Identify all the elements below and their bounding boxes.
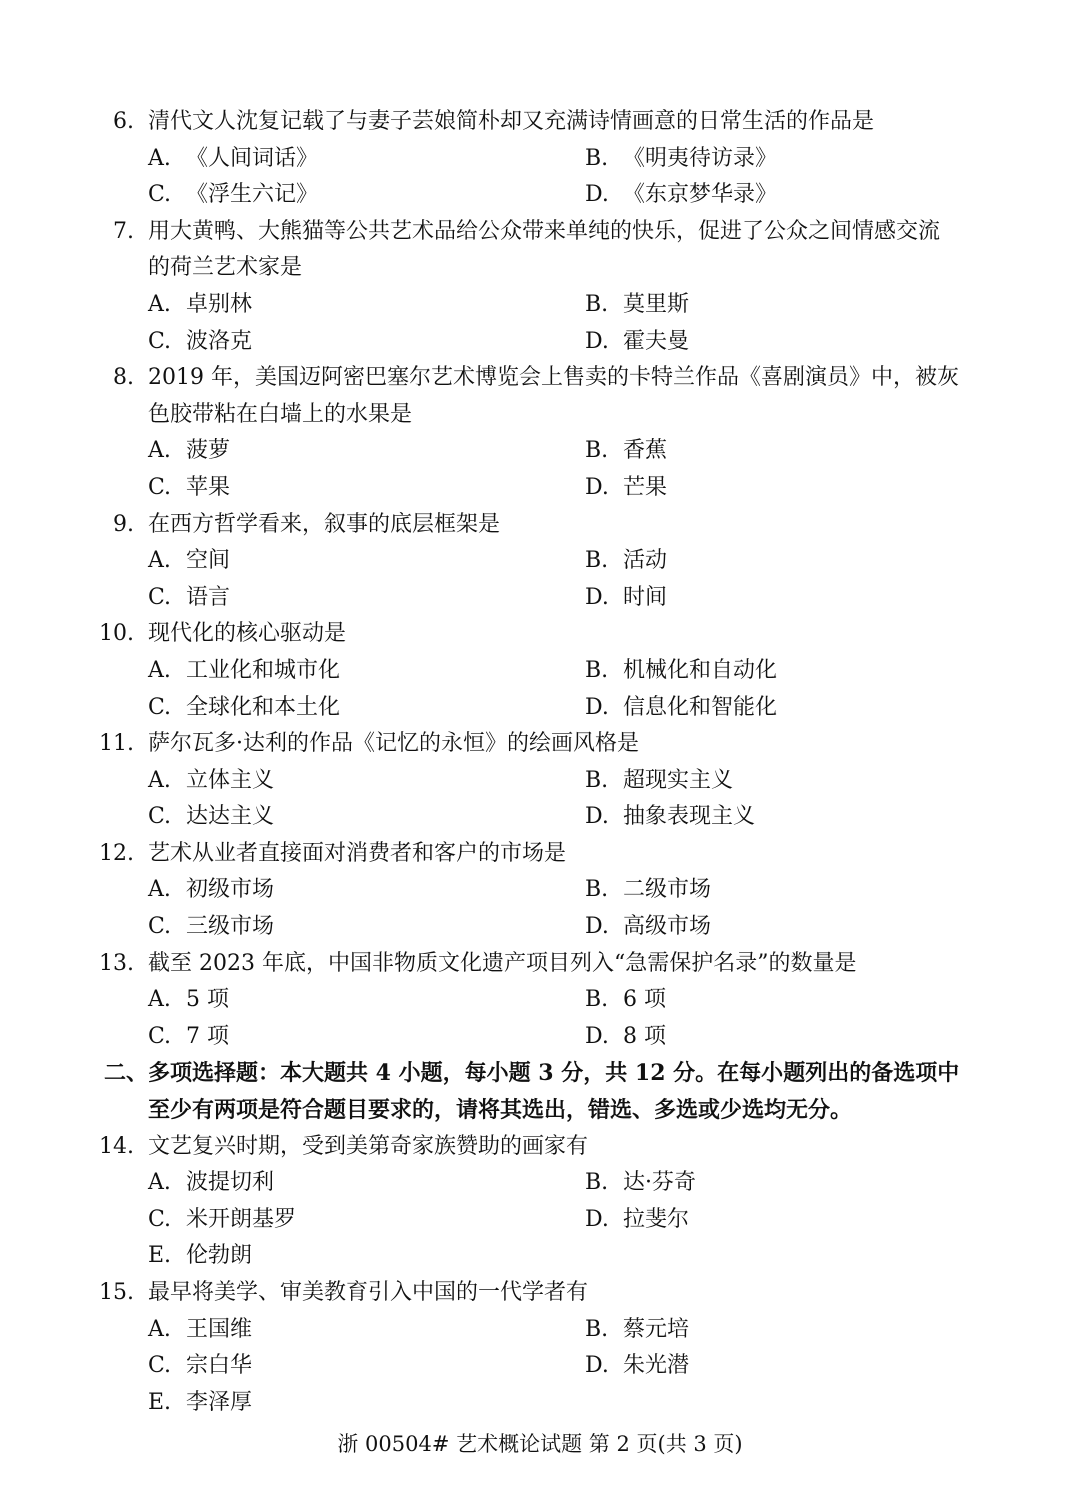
answer-option bbox=[585, 287, 689, 324]
question-line bbox=[0, 250, 1080, 287]
section-heading-continued: 至少有两项是符合题目要求的，请将其选出，错选、多选或少选均无分。 bbox=[148, 1097, 853, 1124]
option-text: 7 项 bbox=[186, 1023, 229, 1049]
question-number: 6. bbox=[113, 109, 134, 134]
answer-option bbox=[148, 470, 230, 507]
question-line bbox=[0, 397, 1080, 434]
option-letter: D. bbox=[585, 1023, 609, 1049]
question-item bbox=[0, 360, 1080, 506]
option-text: 《东京梦华录》 bbox=[623, 182, 778, 208]
question-text: 最早将美学、审美教育引入中国的一代学者有 bbox=[148, 1280, 589, 1305]
question-line bbox=[0, 616, 1080, 653]
answer-option bbox=[585, 1165, 696, 1202]
option-text: 活动 bbox=[623, 548, 668, 574]
option-text: 6 项 bbox=[623, 987, 666, 1013]
answer-option bbox=[148, 1165, 274, 1202]
question-item bbox=[0, 104, 1080, 214]
option-letter: A. bbox=[148, 291, 171, 317]
option-letter: D. bbox=[585, 584, 609, 610]
question-line bbox=[0, 946, 1080, 983]
options-row bbox=[0, 763, 1080, 800]
option-text: 立体主义 bbox=[186, 767, 275, 793]
option-letter: D. bbox=[585, 1206, 609, 1232]
answer-option bbox=[585, 580, 667, 617]
question-number: 14. bbox=[99, 1133, 134, 1159]
answer-option bbox=[585, 1202, 689, 1239]
question-item bbox=[0, 836, 1080, 946]
option-text: 卓别林 bbox=[186, 291, 253, 317]
option-text: 抽象表现主义 bbox=[623, 804, 756, 830]
option-text: 超现实主义 bbox=[623, 767, 734, 793]
option-letter: B. bbox=[585, 657, 609, 683]
question-text-continued: 的荷兰艺术家是 bbox=[148, 255, 303, 281]
option-letter: C. bbox=[148, 584, 172, 610]
answer-option bbox=[585, 872, 711, 909]
option-letter: B. bbox=[585, 1170, 609, 1196]
option-letter: C. bbox=[148, 1353, 172, 1379]
question-number: 8. bbox=[113, 365, 134, 391]
answer-option bbox=[148, 1312, 252, 1349]
answer-option bbox=[585, 763, 733, 800]
option-letter: C. bbox=[148, 328, 172, 354]
option-letter: B. bbox=[585, 987, 609, 1013]
option-letter: D. bbox=[585, 182, 609, 208]
question-number: 12. bbox=[99, 840, 134, 866]
options-row bbox=[0, 141, 1080, 178]
answer-option bbox=[148, 1385, 252, 1422]
page-footer: 浙 00504# 艺术概论试题 第 2 页(共 3 页) bbox=[337, 1432, 743, 1456]
answer-option bbox=[148, 141, 318, 178]
option-letter: C. bbox=[148, 804, 172, 830]
option-text: 米开朗基罗 bbox=[186, 1206, 297, 1232]
option-letter: A. bbox=[148, 1316, 171, 1342]
question-text-continued: 色胶带粘在白墙上的水果是 bbox=[148, 401, 413, 427]
options-row bbox=[0, 1385, 1080, 1422]
options-row bbox=[0, 1165, 1080, 1202]
option-text: 李泽厚 bbox=[186, 1389, 253, 1415]
answer-option bbox=[585, 324, 689, 361]
option-letter: C. bbox=[148, 914, 172, 940]
option-text: 莫里斯 bbox=[623, 291, 690, 317]
answer-option bbox=[148, 872, 274, 909]
options-row bbox=[0, 1312, 1080, 1349]
options-row bbox=[0, 799, 1080, 836]
option-text: 达·芬奇 bbox=[623, 1170, 696, 1196]
question-item bbox=[0, 1275, 1080, 1421]
option-letter: A. bbox=[148, 767, 171, 793]
option-letter: B. bbox=[585, 877, 609, 903]
question-text: 艺术从业者直接面对消费者和客户的市场是 bbox=[148, 840, 567, 866]
answer-option bbox=[148, 580, 230, 617]
option-letter: A. bbox=[148, 548, 171, 574]
option-text: 《明夷待访录》 bbox=[623, 145, 778, 171]
options-row bbox=[0, 982, 1080, 1019]
options-row bbox=[0, 543, 1080, 580]
option-text: 王国维 bbox=[186, 1316, 253, 1342]
option-letter: B. bbox=[585, 145, 609, 171]
options-row bbox=[0, 872, 1080, 909]
options-row bbox=[0, 177, 1080, 214]
option-text: 宗白华 bbox=[186, 1353, 253, 1379]
options-row bbox=[0, 580, 1080, 617]
answer-option bbox=[585, 1019, 666, 1056]
options-row bbox=[0, 909, 1080, 946]
option-text: 空间 bbox=[186, 548, 231, 574]
option-letter: A. bbox=[148, 438, 171, 464]
options-row bbox=[0, 433, 1080, 470]
answer-option bbox=[148, 543, 230, 580]
question-text: 文艺复兴时期，受到美第奇家族赞助的画家有 bbox=[148, 1133, 589, 1159]
question-line bbox=[0, 836, 1080, 873]
answer-option bbox=[148, 1238, 252, 1275]
answer-option bbox=[585, 909, 711, 946]
options-row bbox=[0, 653, 1080, 690]
question-text: 截至 2023 年底，中国非物质文化遗产项目列入“急需保护名录”的数量是 bbox=[148, 950, 857, 976]
option-text: 8 项 bbox=[623, 1023, 666, 1049]
question-item bbox=[0, 507, 1080, 617]
answer-option bbox=[585, 543, 667, 580]
question-line bbox=[0, 214, 1080, 251]
answer-option bbox=[585, 141, 777, 178]
question-list bbox=[0, 104, 1080, 1421]
option-letter: B. bbox=[585, 548, 609, 574]
question-number: 15. bbox=[99, 1280, 134, 1305]
answer-option bbox=[585, 690, 777, 727]
answer-option bbox=[585, 982, 666, 1019]
question-text: 现代化的核心驱动是 bbox=[148, 621, 347, 647]
section-heading-line bbox=[0, 1092, 1080, 1129]
section-heading: 二、多项选择题：本大题共 4 小题，每小题 3 分，共 12 分。在每小题列出的备选项中 bbox=[104, 1060, 960, 1087]
option-text: 波提切利 bbox=[186, 1170, 275, 1196]
answer-option bbox=[148, 287, 252, 324]
options-row bbox=[0, 324, 1080, 361]
option-letter: C. bbox=[148, 182, 172, 208]
option-letter: E. bbox=[148, 1243, 172, 1269]
option-letter: B. bbox=[585, 291, 609, 317]
option-letter: A. bbox=[148, 877, 171, 903]
option-text: 朱光潜 bbox=[623, 1353, 690, 1379]
option-text: 机械化和自动化 bbox=[623, 657, 778, 683]
option-text: 《人间词话》 bbox=[186, 145, 319, 171]
question-number: 13. bbox=[99, 950, 134, 976]
option-letter: C. bbox=[148, 474, 172, 500]
question-line bbox=[0, 1129, 1080, 1166]
option-text: 达达主义 bbox=[186, 804, 275, 830]
options-row bbox=[0, 1238, 1080, 1275]
question-line bbox=[0, 507, 1080, 544]
answer-option bbox=[148, 799, 274, 836]
answer-option bbox=[585, 1348, 689, 1385]
answer-option bbox=[148, 982, 229, 1019]
question-item bbox=[0, 616, 1080, 726]
answer-option bbox=[148, 324, 252, 361]
option-text: 高级市场 bbox=[623, 914, 712, 940]
question-number: 7. bbox=[113, 218, 134, 244]
answer-option bbox=[148, 433, 230, 470]
question-line bbox=[0, 104, 1080, 141]
question-number: 10. bbox=[99, 621, 134, 647]
answer-option bbox=[148, 763, 274, 800]
question-text: 2019 年，美国迈阿密巴塞尔艺术博览会上售卖的卡特兰作品《喜剧演员》中，被灰 bbox=[148, 365, 959, 391]
section-heading-line bbox=[0, 1055, 1080, 1092]
option-text: 5 项 bbox=[186, 987, 229, 1013]
question-item bbox=[0, 946, 1080, 1056]
option-letter: C. bbox=[148, 1023, 172, 1049]
option-letter: C. bbox=[148, 1206, 172, 1232]
answer-option bbox=[585, 1312, 689, 1349]
option-text: 芒果 bbox=[623, 474, 668, 500]
question-line bbox=[0, 360, 1080, 397]
question-text: 清代文人沈复记载了与妻子芸娘简朴却又充满诗情画意的日常生活的作品是 bbox=[148, 109, 875, 134]
question-text: 用大黄鸭、大熊猫等公共艺术品给公众带来单纯的快乐，促进了公众之间情感交流 bbox=[148, 218, 941, 244]
options-row bbox=[0, 1202, 1080, 1239]
answer-option bbox=[585, 433, 667, 470]
option-text: 信息化和智能化 bbox=[623, 694, 778, 720]
option-letter: D. bbox=[585, 474, 609, 500]
option-text: 语言 bbox=[186, 584, 231, 610]
question-item bbox=[0, 726, 1080, 836]
answer-option bbox=[148, 653, 340, 690]
option-letter: D. bbox=[585, 914, 609, 940]
option-text: 三级市场 bbox=[186, 914, 275, 940]
option-text: 菠萝 bbox=[186, 438, 231, 464]
option-text: 波洛克 bbox=[186, 328, 253, 354]
option-letter: C. bbox=[148, 694, 172, 720]
option-letter: A. bbox=[148, 1170, 171, 1196]
option-letter: D. bbox=[585, 804, 609, 830]
options-row bbox=[0, 690, 1080, 727]
option-letter: A. bbox=[148, 145, 171, 171]
option-text: 霍夫曼 bbox=[623, 328, 690, 354]
question-item bbox=[0, 214, 1080, 360]
option-letter: D. bbox=[585, 328, 609, 354]
options-row bbox=[0, 287, 1080, 324]
option-letter: D. bbox=[585, 694, 609, 720]
question-item bbox=[0, 1129, 1080, 1275]
option-text: 工业化和城市化 bbox=[186, 657, 341, 683]
option-letter: B. bbox=[585, 1316, 609, 1342]
option-text: 全球化和本土化 bbox=[186, 694, 341, 720]
option-text: 《浮生六记》 bbox=[186, 182, 319, 208]
option-text: 拉斐尔 bbox=[623, 1206, 690, 1232]
option-text: 香蕉 bbox=[623, 438, 668, 464]
option-text: 伦勃朗 bbox=[186, 1243, 253, 1269]
question-text: 萨尔瓦多·达利的作品《记忆的永恒》的绘画风格是 bbox=[148, 731, 639, 757]
option-letter: D. bbox=[585, 1353, 609, 1379]
answer-option bbox=[585, 653, 777, 690]
options-row bbox=[0, 470, 1080, 507]
option-letter: A. bbox=[148, 987, 171, 1013]
option-text: 苹果 bbox=[186, 474, 231, 500]
option-letter: A. bbox=[148, 657, 171, 683]
answer-option bbox=[148, 690, 340, 727]
option-text: 时间 bbox=[623, 584, 668, 610]
option-text: 蔡元培 bbox=[623, 1316, 690, 1342]
option-text: 初级市场 bbox=[186, 877, 275, 903]
answer-option bbox=[148, 1019, 229, 1056]
answer-option bbox=[148, 909, 274, 946]
question-number: 11. bbox=[99, 731, 134, 757]
option-letter: B. bbox=[585, 767, 609, 793]
option-text: 二级市场 bbox=[623, 877, 712, 903]
options-row bbox=[0, 1019, 1080, 1056]
answer-option bbox=[585, 470, 667, 507]
answer-option bbox=[585, 177, 777, 214]
answer-option bbox=[148, 1202, 296, 1239]
question-text: 在西方哲学看来，叙事的底层框架是 bbox=[148, 511, 501, 537]
question-line bbox=[0, 1275, 1080, 1312]
option-letter: B. bbox=[585, 438, 609, 464]
answer-option bbox=[585, 799, 755, 836]
option-letter: E. bbox=[148, 1389, 172, 1415]
options-row bbox=[0, 1348, 1080, 1385]
answer-option bbox=[148, 177, 318, 214]
question-number: 9. bbox=[113, 511, 134, 537]
question-line bbox=[0, 726, 1080, 763]
answer-option bbox=[148, 1348, 252, 1385]
